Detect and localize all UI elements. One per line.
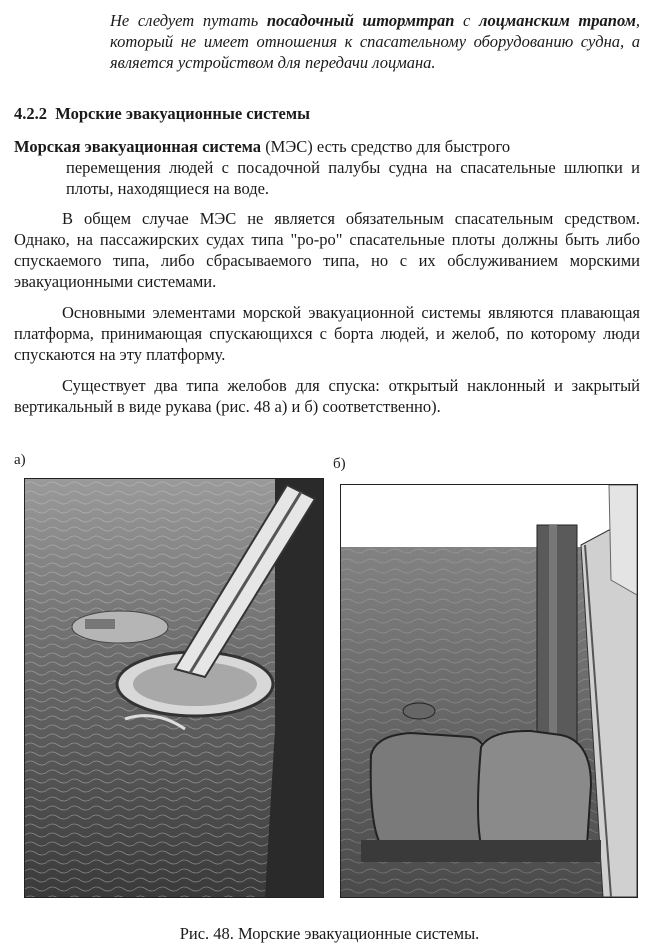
figure-label-a: а) bbox=[14, 452, 26, 468]
figure-caption: Рис. 48. Морские эвакуационные системы. bbox=[179, 924, 480, 943]
section-heading bbox=[14, 104, 310, 124]
deck-b bbox=[609, 485, 637, 595]
figure-label-b: б) bbox=[333, 456, 346, 472]
liferaft-left-b bbox=[371, 733, 491, 845]
rescue-boat-b bbox=[403, 703, 435, 719]
liferaft-right-b bbox=[478, 731, 591, 845]
platform-b bbox=[361, 840, 601, 862]
section-title: Морские эвакуационные системы bbox=[55, 104, 310, 123]
photo-vertical-chute bbox=[340, 484, 638, 898]
photo-open-chute bbox=[24, 478, 324, 898]
note-term-pilot-ladder: лоцманским трапом bbox=[479, 11, 636, 30]
paragraph-4: Существует два типа желобов для спуска: открытый наклонный и закрытый вертикальный в виде рукава (рис. 48 а) и б) соответственно). bbox=[14, 376, 640, 416]
note-term-storm-ladder: посадочный штормтрап bbox=[266, 11, 455, 30]
note-text-3: , который не имеет отношения к спасательному оборудованию судна, а является устройством для передачи лоцмана. bbox=[110, 11, 640, 72]
liferaft-canopy-a bbox=[85, 619, 115, 629]
note-text-1: Не следует путать bbox=[110, 11, 267, 30]
paragraph-definition bbox=[14, 136, 640, 199]
definition-first-line: (МЭС) есть средство для быстрого bbox=[261, 137, 511, 156]
paragraph-2: В общем случае МЭС не является обязательным спасательным средством. Однако, на пассажирских судах типа "ро-ро" спасательные плоты должны быть либо спускаемого типа, либо сбрасываемого типа, но с их обслуживанием морскими эвакуационными системами. bbox=[14, 209, 640, 291]
paragraph-3: Основными элементами морской эвакуационной системы являются плавающая платформа, принимающая спускающихся с борта людей, и желоб, по которому люди спускаются на эту платформу. bbox=[14, 303, 640, 364]
definition-rest: перемещения людей с посадочной палубы судна на спасательные шлюпки и плоты, находящиеся на воде. bbox=[66, 158, 640, 198]
definition-term: Морская эвакуационная система bbox=[14, 137, 262, 156]
sky-b bbox=[341, 485, 637, 547]
section-number: 4.2.2 bbox=[14, 104, 47, 123]
note-text-2: с bbox=[454, 11, 480, 30]
note-paragraph bbox=[110, 10, 640, 73]
